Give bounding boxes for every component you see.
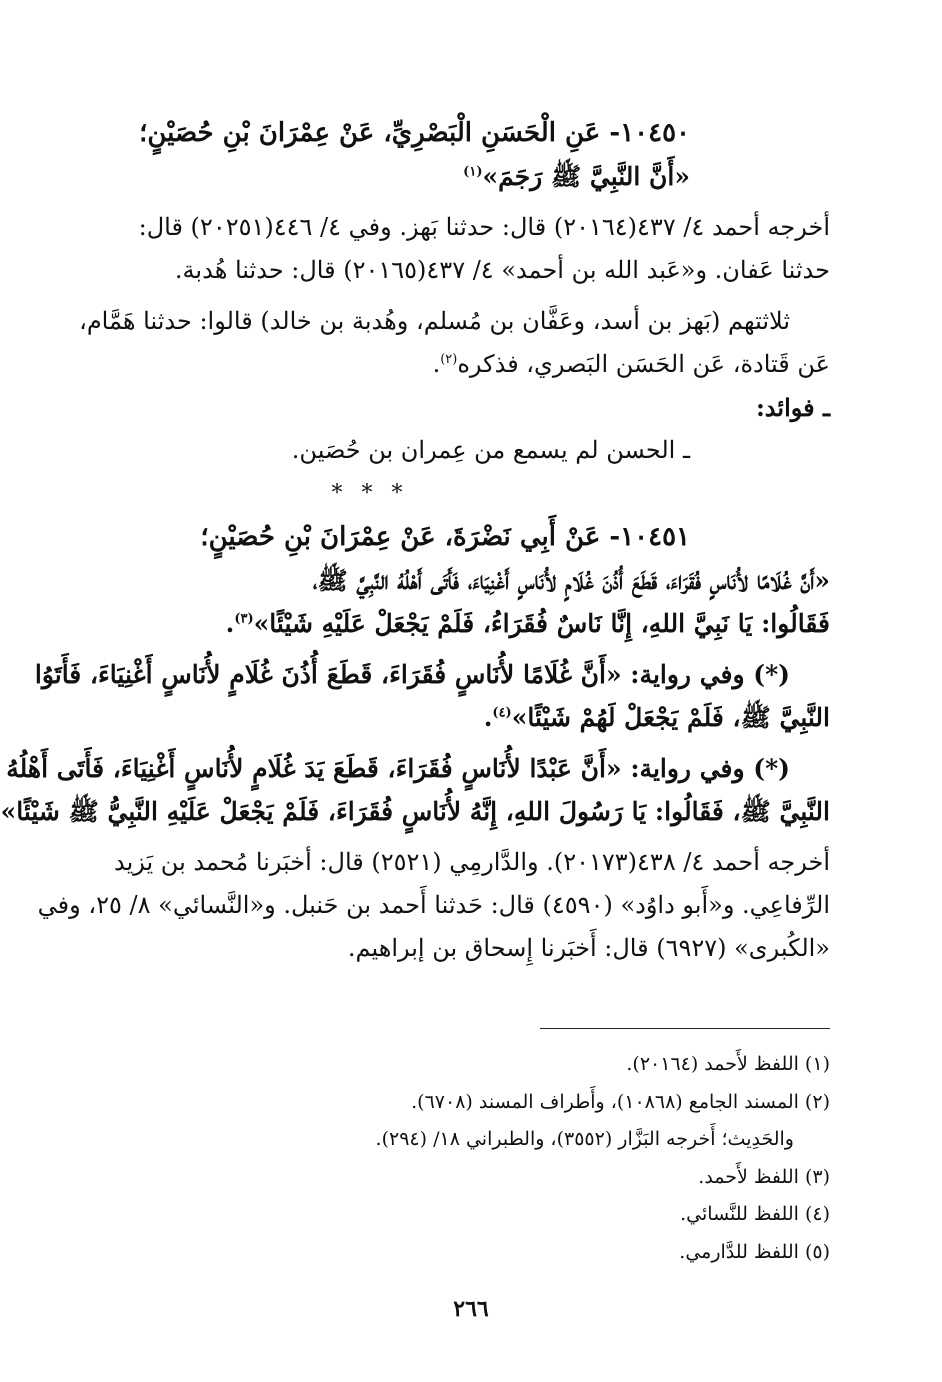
footnote-ref-4[interactable]: (٤) [492, 705, 512, 721]
hadith-10451-takhrij-3: «الكُبرى» (٦٩٢٧) قال: أَخبَرنا إِسحاق بن إبراهيم. [347, 934, 830, 962]
hadith-10450-text: «أَنَّ النَّبِيَّ ﷺ رَجَمَ»$^{(١)}$ [463, 162, 690, 191]
riwaya-1-line-1: (*) وفي رواية: «أَنَّ غُلَامًا لأُنَاسٍ فُقَرَاءَ، قَطَعَ أُذُنَ غُلَامٍ لأُنَاسٍ أَغْنِيَاءَ، فَأَتَوُا [34, 660, 790, 689]
footnote-4: (٤) اللفظ للنَّسائي. [680, 1203, 830, 1225]
footnote-3: (٣) اللفظ لأَحمد. [698, 1165, 830, 1188]
hadith-10450-takhrij-2: حدثنا عَفان. و«عَبد الله بن أحمد» ٤/ ٤٣٧(٢٠١٦٥) قال: حدثنا هُدبة. [174, 256, 830, 284]
hadith-10450-chain-2: عَن قَتادة، عَن الحَسَن البَصري، فذكره$^{(٢)}$. [432, 350, 830, 378]
fawaid-item: ـ الحسن لم يسمع من عِمران بن حُصَين. [291, 436, 690, 464]
hadith-10451-text-1: «أَنَّ غُلَامًا لأُنَاسٍ فُقَرَاءَ، قَطَعَ أُذُنَ غُلَامٍ لأُنَاسٍ أَغْنِيَاءَ، فَأَتَى أَهْلُهُ النَّبِيَّ ﷺ، [312, 566, 830, 595]
hadith-10450-chain-1: ثلاثتهم (بَهز بن أسد، وعَفَّان بن مُسلم، وهُدبة بن خالد) قالوا: حدثنا هَمَّام، [79, 307, 790, 335]
footnotes [110, 1046, 830, 1271]
footnote-ref-1[interactable]: (١) [463, 164, 483, 180]
hadith-10451-takhrij-2: الرِّفاعِي. و«أَبو داوُد» (٤٥٩٠) قال: حَدثنا أَحمد بن حَنبل. و«النَّسائي» ٨/ ٢٥، وفي [37, 891, 830, 919]
riwaya-2-line-2: النَّبِيَّ ﷺ، فَقَالُوا: يَا رَسُولَ اللهِ، إِنَّهُ لأُنَاسٍ فُقَرَاءَ، فَلَمْ يَجْعَلْ عَلَيْهِ النَّبِيُّ ﷺ شَيْئًا» [110, 790, 830, 833]
footnote-2: (٢) المسند الجامع (١٠٨٦٨)، وأَطراف المسند (٦٧٠٨). [411, 1090, 830, 1113]
page-body [0, 112, 830, 970]
footnote-ref-2[interactable]: (٢) [440, 352, 458, 367]
footnote-5: (٥) اللفظ للدَّارمي. [679, 1240, 830, 1263]
riwaya-1-line-2: النَّبِيَّ ﷺ، فَلَمْ يَجْعَلْ لَهُمْ شَيْئًا»$^{(٤)}$. [483, 703, 830, 732]
hadith-10450-takhrij-1: أخرجه أحمد ٤/ ٤٣٧(٢٠١٦٤) قال: حدثنا بَهز. وفي ٤/ ٤٤٦(٢٠٢٥١) قال: [138, 213, 830, 241]
page-number: ٢٦٦ [453, 1296, 489, 1322]
footnote-2-continuation: والحَدِيث؛ أَخرجه البَزَّار (٣٥٥٢)، والطبراني ١٨/ (٢٩٤). [375, 1128, 794, 1150]
section-separator: * * * [331, 481, 409, 506]
riwaya-2-line-1: (*) وفي رواية: «أَنَّ عَبْدًا لأُنَاسٍ فُقَرَاءَ، قَطَعَ يَدَ غُلَامٍ لأُنَاسٍ أَغْنِيَاءَ، فَأَتَى أَهْلُهُ [6, 754, 790, 783]
fawaid-title: ـ فوائد: [755, 393, 830, 422]
footnote-1: (١) اللفظ لأَحمد (٢٠١٦٤). [626, 1053, 830, 1075]
footnote-ref-3[interactable]: (٣) [234, 611, 254, 627]
hadith-10451-text-2: فَقَالُوا: يَا نَبِيَّ اللهِ، إِنَّا نَاسٌ فُقَرَاءُ، فَلَمْ يَجْعَلْ عَلَيْهِ شَيْئًا»$^{(٣)}$. [225, 609, 830, 638]
hadith-10451-takhrij-1: أخرجه أحمد ٤/ ٤٣٨(٢٠١٧٣). والدَّارمِي (٢٥٢١) قال: أخبَرنا مُحمد بن يَزيد [113, 848, 830, 876]
footnote-divider [540, 1028, 830, 1029]
hadith-10451-heading: ١٠٤٥١- عَنْ أَبِي نَضْرَةَ، عَنْ عِمْرَانَ بْنِ حُصَيْنٍ؛ [200, 522, 690, 552]
hadith-10450-heading: ١٠٤٥٠- عَنِ الْحَسَنِ الْبَصْرِيِّ، عَنْ عِمْرَانَ بْنِ حُصَيْنٍ؛ [139, 118, 690, 148]
